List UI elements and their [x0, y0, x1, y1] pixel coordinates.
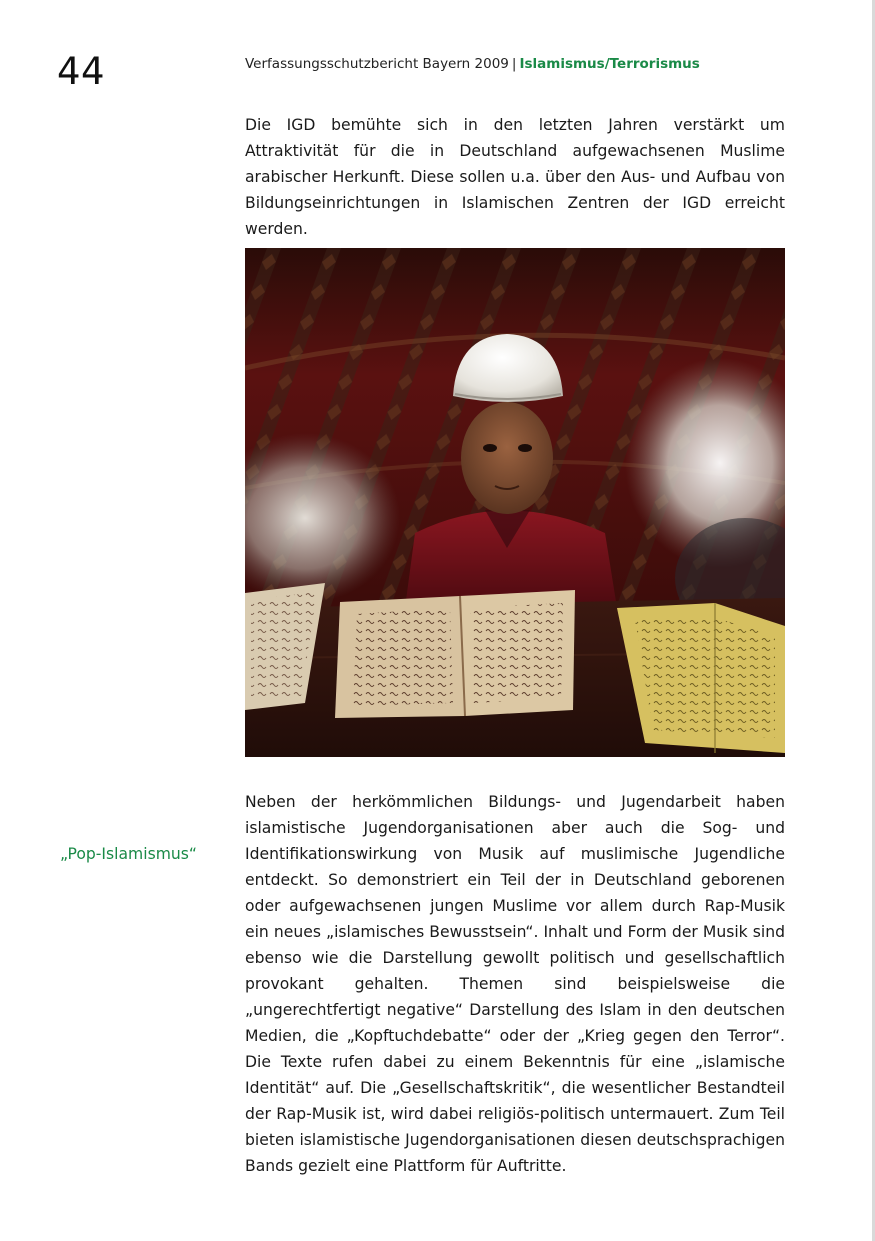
- marginal-note: „Pop-Islamismus“: [60, 845, 197, 863]
- header-separator: |: [511, 56, 517, 72]
- report-title: Verfassungsschutzbericht Bayern 2009: [245, 56, 509, 72]
- main-paragraph: Neben der herkömmlichen Bildungs- und Jugendarbeit haben islamistische Jugendorganisationen aber auch die Sog- und Identifikationswirkung von Musik auf muslimische Jugendliche entdeckt. So demonstriert ein Teil der in Deutschland geborenen oder aufgewachsenen jungen Muslime vor allem durch Rap-Musik ein neues „islamisches Bewusstsein“. Inhalt und Form der Musik sind ebenso wie die Darstellung gewollt politisch und gesellschaftlich provokant gehalten. Themen sind beispielsweise die „ungerechtfertigt negative“ Darstellung des Islam in den deutschen Medien, die „Kopftuchdebatte“ oder der „Krieg gegen den Terror“. Die Texte rufen dabei zu einem Bekenntnis für eine „islamische Identität“ auf. Die „Gesellschaftskritik“, die wesentlicher Bestandteil der Rap-Musik ist, wird dabei religiös-politisch untermauert. Zum Teil bieten islamistische Jugendorganisationen diesen deutschsprachigen Bands gezielt eine Plattform für Auftritte.: [245, 793, 785, 1175]
- page-number: 44: [57, 50, 106, 93]
- running-header: [245, 55, 700, 73]
- intro-paragraph: Die IGD bemühte sich in den letzten Jahren verstärkt um Attraktivität für die in Deutschland aufgewachsenen Muslime arabischer Herkunft. Diese sollen u.a. über den Aus- und Aufbau von Bildungseinrichtungen in Islamischen Zentren der IGD erreicht werden.: [245, 116, 785, 238]
- section-title: Islamismus/Terrorismus: [519, 56, 700, 72]
- mosque-photo: [245, 248, 785, 757]
